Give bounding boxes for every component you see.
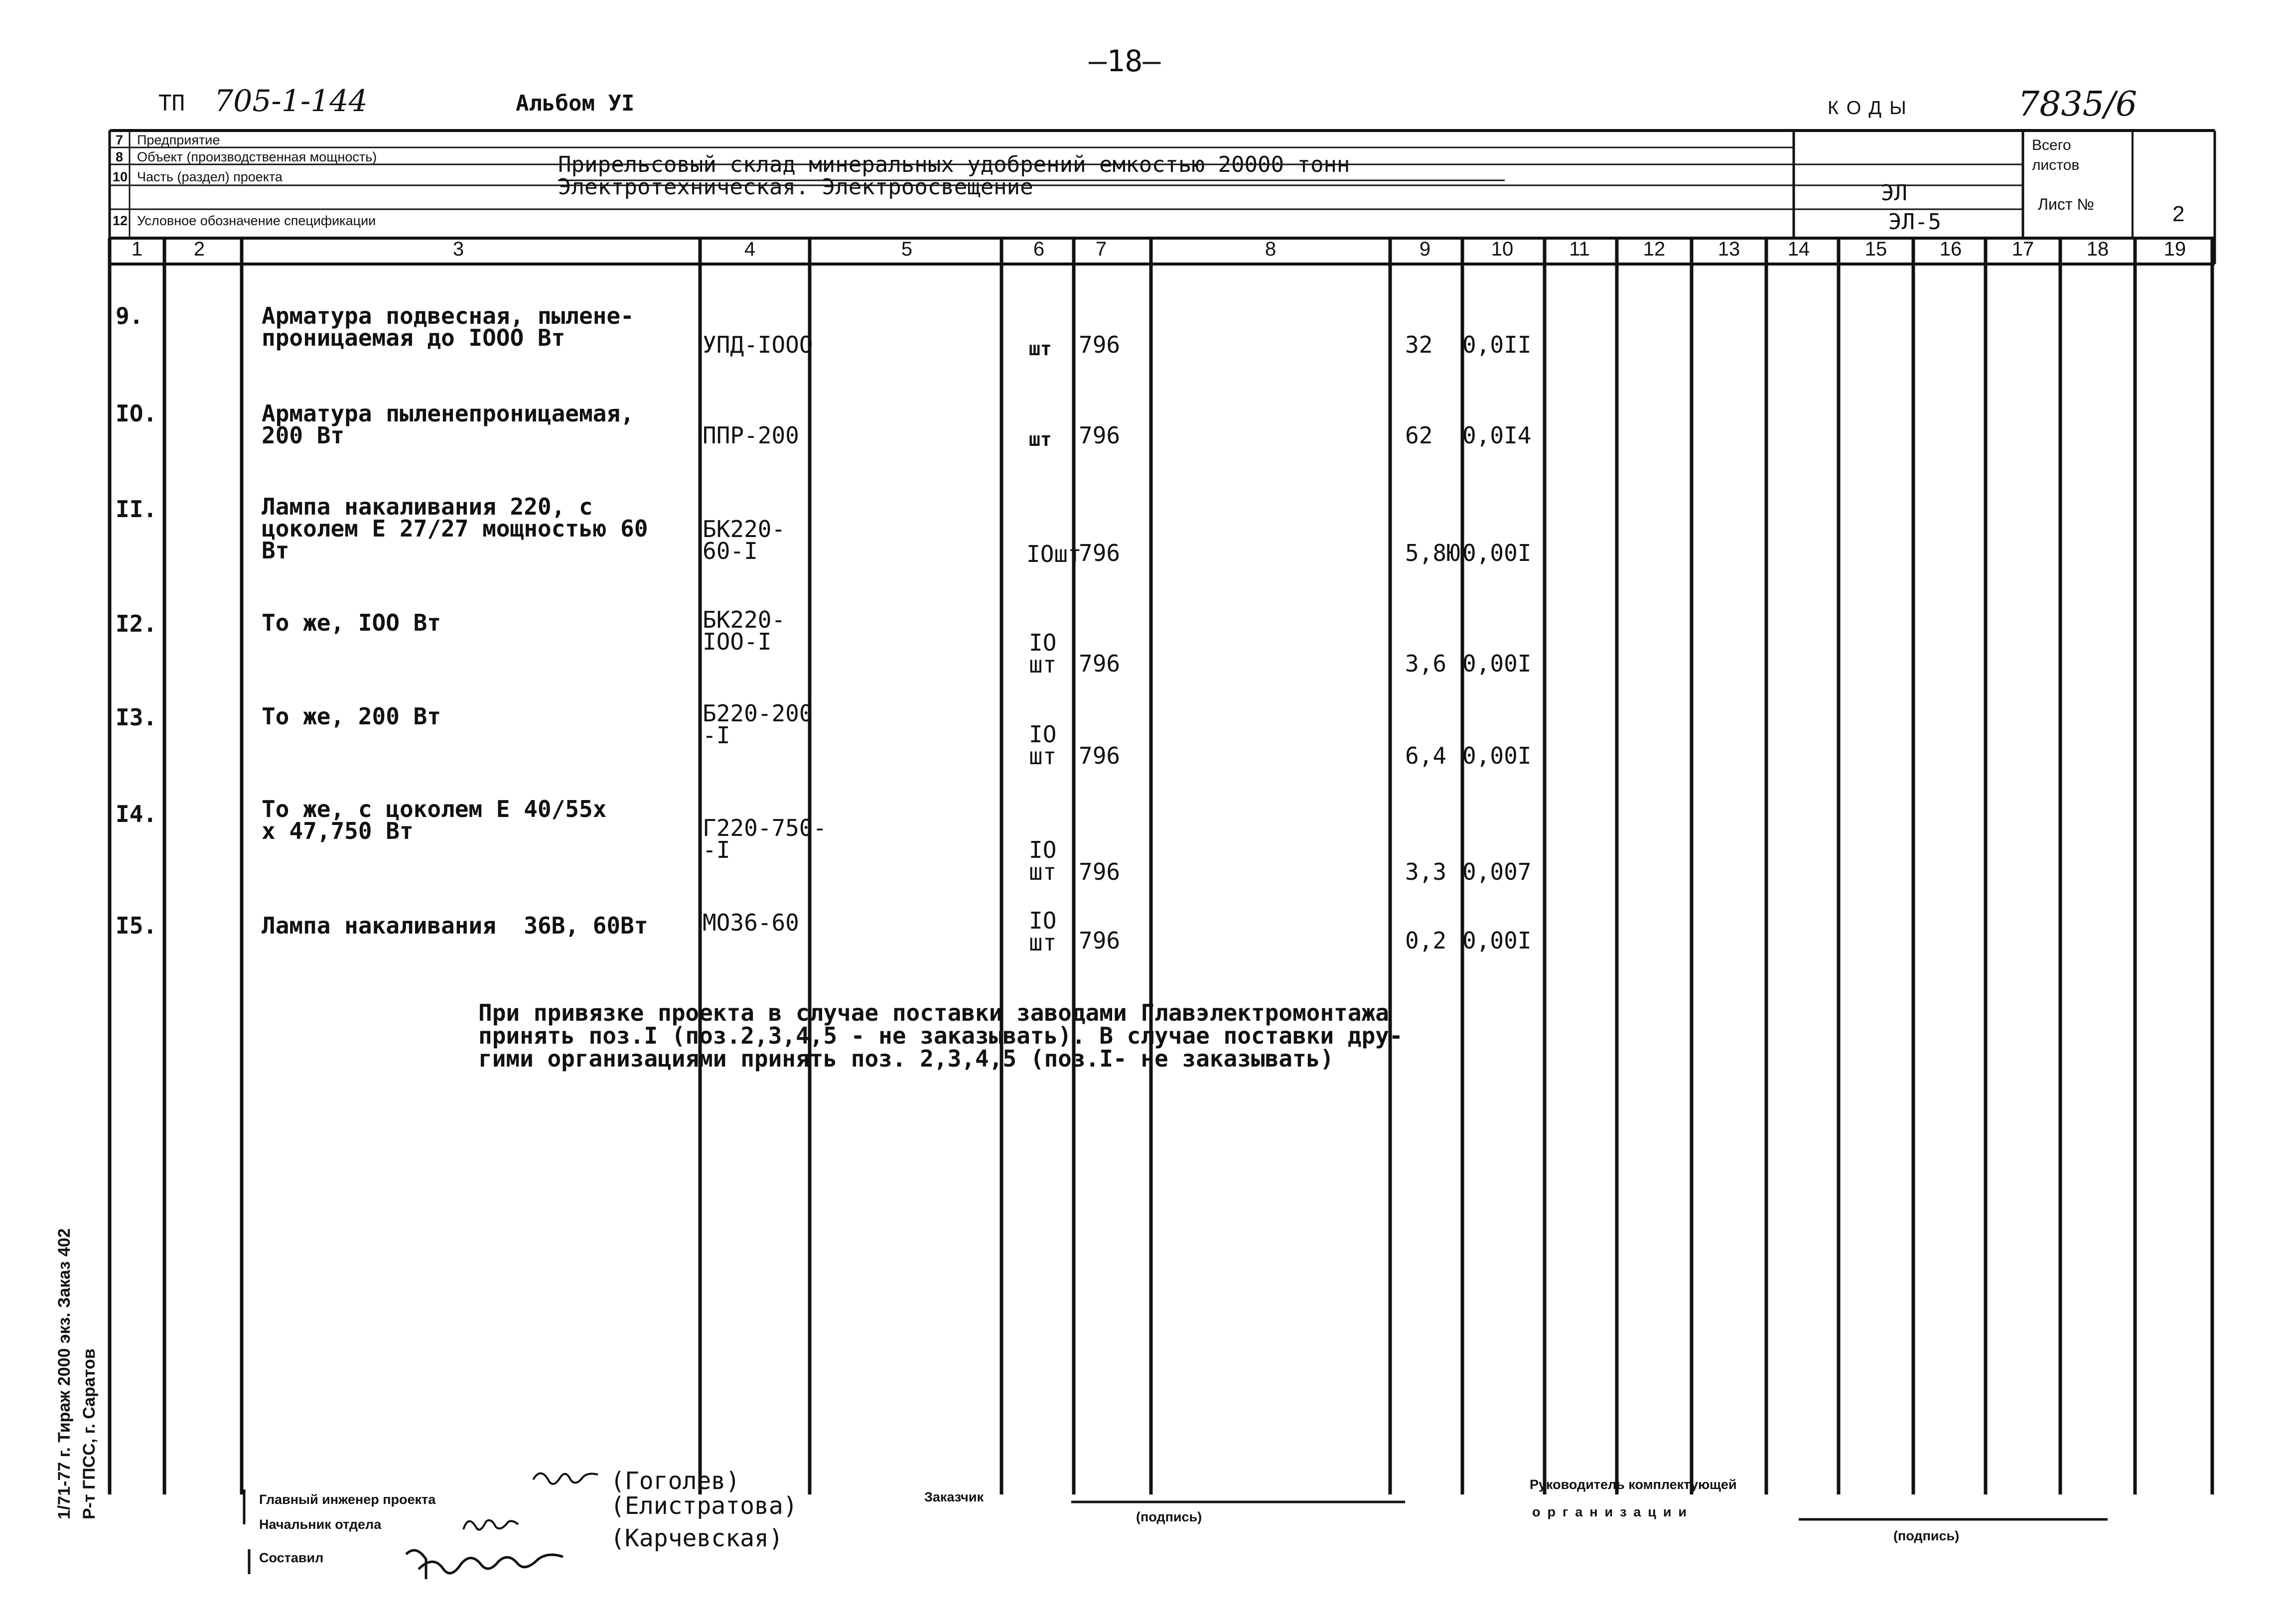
- row-unit: IO шт: [1029, 907, 1057, 956]
- column-number: 15: [1864, 238, 1887, 260]
- row-mass: 0,0I4: [1462, 422, 1532, 449]
- column-number: 8: [1265, 238, 1277, 260]
- row-position: I3.: [116, 704, 157, 731]
- row-code: 796: [1079, 858, 1121, 885]
- dept-head-name: (Елистратова): [610, 1492, 798, 1520]
- row-code: 796: [1079, 331, 1121, 358]
- title-row-num: 7: [116, 133, 124, 147]
- row-unit: шт: [1029, 428, 1052, 450]
- row-qty: 62: [1405, 422, 1433, 449]
- row-type: БК220- 60-I: [703, 516, 786, 564]
- order-note: При привязке проекта в случае поставки заводами Главэлектромонтажа принять поз.I (поз.2,3,4,5 - не заказывать). В случае поставки дру- гими организациями принять поз. 2,3,4,5 (поз.I- не заказывать): [478, 999, 1403, 1072]
- sheet-label: Лист №: [2038, 195, 2094, 213]
- row-qty: 5,8Ю: [1405, 540, 1460, 566]
- row-position: 9.: [116, 302, 143, 329]
- row-name: Арматура пыленепроницаемая, 200 Вт: [262, 400, 634, 449]
- row-code: 796: [1079, 422, 1121, 449]
- row-position: I4.: [116, 801, 157, 827]
- row-name: То же, IOO Вт: [262, 609, 441, 636]
- row-code: 796: [1079, 540, 1121, 566]
- row-qty: 3,3: [1405, 858, 1447, 885]
- row-unit: IOшт: [1026, 541, 1082, 567]
- row-unit: IO шт: [1029, 836, 1057, 885]
- title-row-label: Часть (раздел) проекта: [137, 169, 283, 184]
- title-row-num: 12: [113, 213, 128, 228]
- dept-head-label: Начальник отдела: [259, 1517, 382, 1532]
- column-number: 12: [1643, 238, 1666, 260]
- signature-icon: [399, 1539, 578, 1584]
- row-mass: 0,0II: [1462, 331, 1532, 358]
- compiler-name: (Карчевская): [610, 1524, 783, 1552]
- sheet-value: 2: [2172, 202, 2185, 226]
- column-number: 7: [1095, 238, 1107, 260]
- column-number: 3: [452, 238, 464, 260]
- print-info: 1/71-77 г. Тираж 2000 экз. Заказ 402: [55, 1228, 74, 1519]
- chief-engineer-name: (Гоголев): [610, 1467, 740, 1495]
- column-number: 18: [2086, 238, 2109, 260]
- row-unit: IO шт: [1029, 721, 1057, 770]
- row-name: То же, 200 Вт: [262, 703, 441, 730]
- row-type: Б220-200 -I: [703, 700, 813, 749]
- column-number: 10: [1491, 238, 1514, 260]
- customer-label: Заказчик: [924, 1489, 984, 1504]
- section-value: Электротехническая. Электроосвещение: [558, 174, 1033, 200]
- row-name: Лампа накаливания 220, с цоколем Е 27/27 мощностью 60 Вт: [262, 493, 648, 564]
- column-number: 6: [1033, 238, 1045, 260]
- row-position: IO.: [116, 400, 157, 427]
- column-number: 9: [1419, 238, 1431, 260]
- page-number: —18—: [1089, 44, 1161, 79]
- row-type: МО36-60: [703, 909, 799, 936]
- object-value: Прирельсовый склад минеральных удобрений емкостью 20000 тонн: [558, 152, 1350, 177]
- row-qty: 6,4: [1405, 742, 1447, 769]
- row-type: Г220-750- -I: [703, 814, 827, 863]
- row-type: УПД-IOOO: [703, 331, 813, 358]
- row-type: БК220- IOO-I: [703, 606, 786, 655]
- code-number: 7835/6: [2018, 85, 2138, 124]
- code-value-el: ЭЛ: [1881, 180, 1907, 206]
- row-unit: шт: [1029, 338, 1052, 360]
- row-name: Лампа накаливания 36В, 60Вт: [262, 912, 648, 939]
- row-mass: 0,00I: [1462, 927, 1532, 954]
- column-number: 14: [1787, 238, 1810, 260]
- doc-number: 705-1-144: [214, 84, 368, 119]
- code-value-el5: ЭЛ-5: [1888, 209, 1941, 235]
- doc-prefix: ТП: [158, 91, 185, 116]
- supplier-org-label: организации: [1532, 1504, 1694, 1519]
- row-qty: 3,6: [1405, 650, 1447, 677]
- row-mass: 0,00I: [1462, 742, 1532, 769]
- column-number: 17: [2011, 238, 2034, 260]
- signature-icon: [458, 1509, 523, 1539]
- supplier-label: Руководитель комплектующей: [1530, 1477, 1737, 1492]
- signature-caption: (подпись): [1893, 1528, 1960, 1543]
- row-qty: 32: [1405, 331, 1433, 358]
- row-code: 796: [1079, 927, 1121, 954]
- column-number: 19: [2163, 238, 2186, 260]
- column-number: 16: [1939, 238, 1962, 260]
- printer-info: Р-т ГПСС, г. Саратов: [80, 1349, 99, 1519]
- column-number: 5: [901, 238, 913, 260]
- album-label: Альбом УI: [516, 91, 635, 116]
- column-number: 2: [193, 238, 205, 260]
- column-number: 11: [1569, 238, 1590, 260]
- row-code: 796: [1079, 650, 1121, 677]
- row-code: 796: [1079, 742, 1121, 769]
- row-unit: IO шт: [1029, 629, 1057, 678]
- chief-engineer-label: Главный инженер проекта: [259, 1492, 436, 1507]
- row-name: Арматура подвесная, пылене- проницаемая до IOOO Вт: [262, 302, 634, 351]
- signature-caption: (подпись): [1136, 1509, 1202, 1524]
- column-number: 1: [131, 238, 143, 260]
- row-mass: 0,00I: [1462, 650, 1532, 677]
- row-mass: 0,007: [1462, 858, 1532, 885]
- signature-icon: [528, 1465, 603, 1494]
- title-row-num: 8: [116, 149, 124, 164]
- title-row-label: Предприятие: [137, 133, 220, 147]
- row-position: II.: [116, 496, 157, 523]
- title-row-num: 10: [113, 169, 128, 184]
- column-number: 4: [744, 238, 756, 260]
- row-position: I5.: [116, 912, 157, 939]
- title-row-label: Объект (производственная мощность): [137, 149, 377, 164]
- codes-label: КОДЫ: [1828, 98, 1914, 119]
- row-type: ППР-200: [703, 422, 799, 449]
- title-row-label: Условное обозначение спецификации: [137, 213, 376, 228]
- row-position: I2.: [116, 610, 157, 637]
- row-qty: 0,2: [1405, 927, 1447, 954]
- row-mass: 0,00I: [1462, 540, 1532, 566]
- total-sheets-label: Всего листов: [2032, 137, 2080, 173]
- column-number: 13: [1717, 238, 1740, 260]
- row-name: То же, с цоколем Е 40/55х х 47,750 Вт: [262, 796, 607, 844]
- compiler-label: Составил: [259, 1550, 324, 1565]
